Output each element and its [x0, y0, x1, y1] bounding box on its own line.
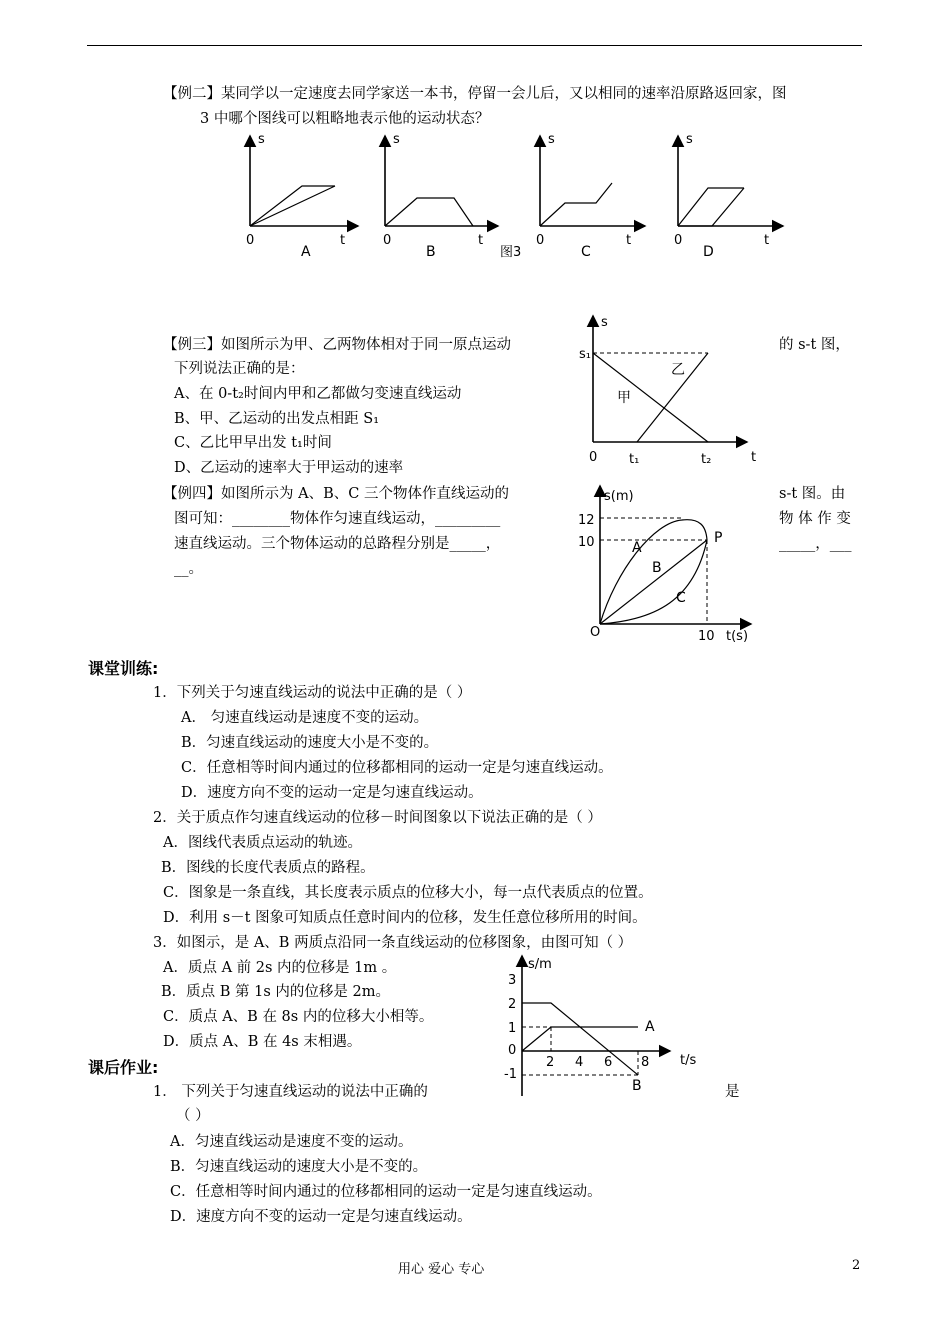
svg-text:3: 3	[508, 973, 517, 988]
practice-q1-a: A． 匀速直线运动是速度不变的运动。	[181, 710, 429, 726]
svg-text:1: 1	[508, 1021, 517, 1036]
example4-line3-right: _____，___	[779, 536, 852, 552]
example3-line1-left: 【例三】如图所示为甲、乙两物体相对于同一原点运动	[163, 337, 511, 353]
example3-opt-b: B、甲、乙运动的出发点相距 S₁	[174, 411, 380, 427]
example4-line2-left: 图可知：________物体作匀速直线运动，_________	[174, 511, 501, 527]
example4-line2-right: 物 体 作 变	[779, 511, 851, 527]
practice-heading: 课堂训练:	[88, 659, 159, 678]
homework-q1-a: A．匀速直线运动是速度不变的运动。	[170, 1134, 413, 1150]
svg-text:t: t	[751, 450, 757, 465]
svg-text:t₂: t₂	[701, 452, 712, 467]
svg-text:A: A	[632, 540, 642, 556]
example2-graph-a	[246, 132, 358, 260]
svg-text:P: P	[714, 530, 723, 546]
svg-text:0: 0	[589, 450, 598, 465]
svg-text:10: 10	[578, 535, 595, 550]
svg-text:t: t	[626, 233, 632, 248]
svg-text:t: t	[340, 233, 346, 248]
svg-text:t: t	[478, 233, 484, 248]
practice-q2-d: D．利用 s－t 图象可知质点任意时间内的位移，发生任意位移所用的时间。	[163, 910, 647, 926]
svg-text:O: O	[590, 625, 601, 640]
svg-text:2: 2	[546, 1055, 555, 1070]
example2-graph-b	[383, 132, 521, 260]
svg-text:s: s	[548, 132, 555, 147]
example3-opt-a: A、在 0-t₂时间内甲和乙都做匀变速直线运动	[174, 386, 462, 402]
svg-text:s: s	[258, 132, 265, 147]
svg-text:A: A	[301, 244, 311, 260]
practice-q2-b: B．图线的长度代表质点的路程。	[161, 860, 375, 876]
line-a	[522, 1027, 638, 1051]
svg-text:t: t	[764, 233, 770, 248]
svg-text:A: A	[645, 1019, 655, 1035]
svg-text:0: 0	[383, 233, 392, 248]
homework-q1-d: D．速度方向不变的运动一定是匀速直线运动。	[170, 1209, 472, 1225]
homework-q1-paren: （ ）	[176, 1108, 210, 1124]
svg-text:s: s	[601, 315, 608, 330]
example3-line2: 下列说法正确的是：	[174, 361, 305, 377]
example2-figure	[230, 128, 790, 268]
practice-q1-d: D．速度方向不变的运动一定是匀速直线运动。	[181, 785, 483, 801]
svg-text:B: B	[632, 1078, 642, 1094]
svg-text:s/m: s/m	[528, 957, 552, 972]
svg-text:甲: 甲	[617, 390, 631, 406]
svg-text:s(m): s(m)	[604, 489, 634, 504]
svg-text:12: 12	[578, 513, 595, 528]
example4-line4: __。	[174, 561, 203, 577]
practice-q3-d: D．质点 A、B 在 4s 末相遇。	[163, 1034, 362, 1050]
svg-text:B: B	[652, 560, 662, 576]
svg-text:0: 0	[508, 1043, 517, 1058]
svg-text:C: C	[676, 590, 686, 606]
example4-graph	[576, 480, 776, 650]
svg-text:10: 10	[698, 629, 715, 644]
example4-line1-left: 【例四】如图所示为 A、B、C 三个物体作直线运动的	[163, 486, 509, 502]
svg-text:t/s: t/s	[680, 1053, 697, 1068]
svg-text:2: 2	[508, 997, 517, 1012]
svg-text:6: 6	[604, 1055, 613, 1070]
line-jia	[593, 353, 708, 442]
example2-line1: 【例二】某同学以一定速度去同学家送一本书，停留一会儿后，又以相同的速率沿原路返回家，图	[163, 86, 787, 102]
svg-text:图3: 图3	[500, 245, 522, 260]
practice-q1-stem: 1．下列关于匀速直线运动的说法中正确的是（ ）	[153, 685, 472, 701]
practice-q3-graph	[500, 950, 720, 1100]
homework-heading: 课后作业:	[88, 1058, 159, 1077]
practice-q2-a: A．图线代表质点运动的轨迹。	[163, 835, 362, 851]
svg-text:8: 8	[641, 1055, 650, 1070]
homework-q1-b: B．匀速直线运动的速度大小是不变的。	[170, 1159, 428, 1175]
example2-graph-d	[674, 132, 783, 260]
svg-text:4: 4	[575, 1055, 584, 1070]
example4-line1-right: s-t 图。由	[779, 486, 846, 502]
practice-q2-stem: 2．关于质点作匀速直线运动的位移－时间图象以下说法正确的是（ ）	[153, 810, 602, 826]
svg-text:s: s	[686, 132, 693, 147]
homework-q1-stem-end: 是	[725, 1084, 740, 1100]
homework-q1-stem: 1． 下列关于匀速直线运动的说法中正确的	[153, 1084, 428, 1100]
svg-text:0: 0	[246, 233, 255, 248]
example3-opt-c: C、乙比甲早出发 t₁时间	[174, 435, 332, 451]
homework-q1-c: C．任意相等时间内通过的位移都相同的运动一定是匀速直线运动。	[170, 1184, 602, 1200]
practice-q2-c: C．图象是一条直线，其长度表示质点的位移大小，每一点代表质点的位置。	[163, 885, 653, 901]
svg-text:乙: 乙	[671, 362, 685, 378]
svg-text:s₁: s₁	[579, 347, 591, 362]
svg-text:t(s): t(s)	[726, 629, 749, 644]
svg-text:s: s	[393, 132, 400, 147]
practice-q3-b: B．质点 B 第 1s 内的位移是 2m。	[161, 984, 390, 1000]
svg-text:0: 0	[674, 233, 683, 248]
practice-q3-c: C．质点 A、B 在 8s 内的位移大小相等。	[163, 1009, 434, 1025]
example4-line3-left: 速直线运动。三个物体运动的总路程分别是_____，	[174, 536, 501, 552]
svg-text:t₁: t₁	[629, 452, 640, 467]
svg-text:C: C	[581, 244, 591, 260]
svg-text:B: B	[426, 244, 436, 260]
practice-q3-stem: 3．如图示，是 A、B 两质点沿同一条直线运动的位移图象，由图可知（ ）	[153, 935, 633, 951]
example2-graph-c	[536, 132, 645, 260]
header-rule	[87, 45, 862, 46]
svg-text:D: D	[703, 244, 714, 260]
example3-graph	[575, 308, 765, 468]
practice-q1-c: C．任意相等时间内通过的位移都相同的运动一定是匀速直线运动。	[181, 760, 613, 776]
example2-line2: 3 中哪个图线可以粗略地表示他的运动状态？	[200, 111, 490, 127]
line-b	[600, 540, 707, 624]
svg-text:-1: -1	[504, 1067, 517, 1082]
example3-opt-d: D、乙运动的速率大于甲运动的速率	[174, 460, 404, 476]
practice-q1-b: B．匀速直线运动的速度大小是不变的。	[181, 735, 439, 751]
example3-line1-right: 的 s-t 图，	[779, 337, 850, 353]
footer-center: 用心 爱心 专心	[398, 1262, 485, 1277]
practice-q3-a: A．质点 A 前 2s 内的位移是 1m 。	[163, 960, 397, 976]
page-number: 2	[852, 1258, 861, 1273]
svg-text:0: 0	[536, 233, 545, 248]
